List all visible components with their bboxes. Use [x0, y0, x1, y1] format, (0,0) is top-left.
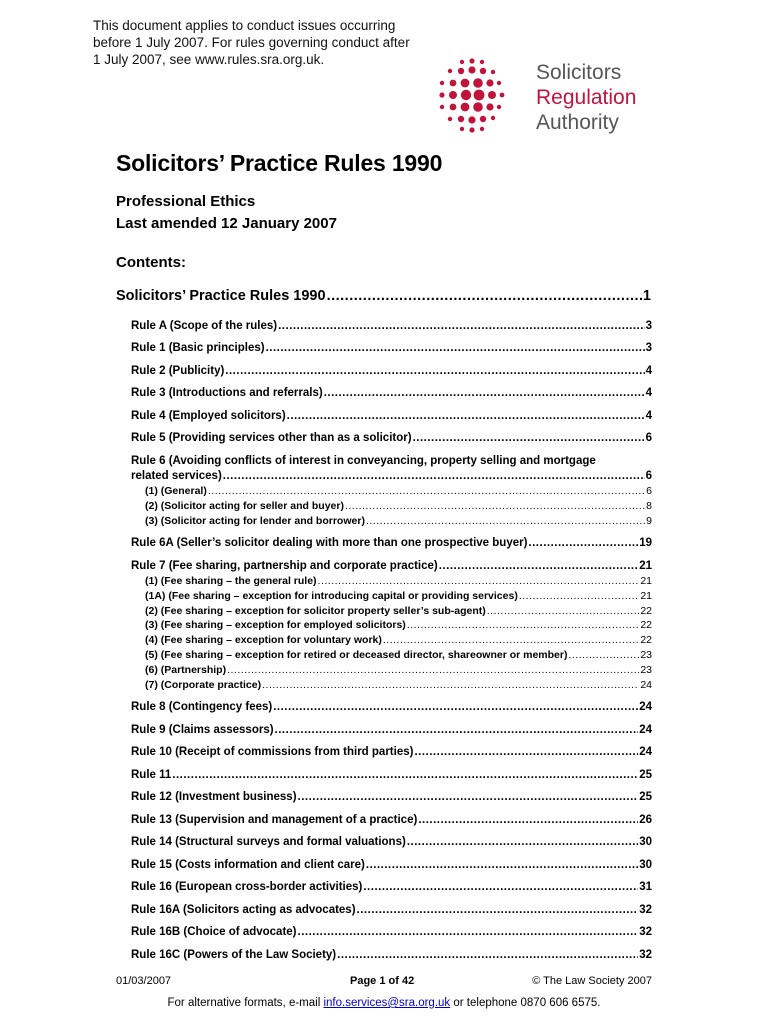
toc-leader-dots — [318, 575, 640, 587]
toc-entry-label: Rule 5 (Providing services other than as a solicitor) — [131, 432, 412, 444]
toc-entry-rule-15[interactable] — [131, 859, 652, 871]
toc-entry-page: 4 — [645, 365, 652, 377]
toc-leader-dots — [345, 500, 645, 512]
last-amended-date: Last amended 12 January 2007 — [116, 215, 337, 232]
toc-entry-page: 32 — [639, 926, 652, 938]
toc-entry-page: 26 — [639, 814, 652, 826]
toc-entry-rule-16c[interactable] — [131, 949, 652, 961]
footer-contact-suffix: or telephone 0870 606 6575. — [450, 997, 601, 1009]
toc-entry-page: 25 — [639, 791, 652, 803]
toc-entry-page: 3 — [645, 320, 652, 332]
toc-entry-page: 30 — [639, 836, 652, 848]
toc-entry-label: (4) (Fee sharing – exception for voluntary work) — [145, 634, 382, 646]
toc-leader-dots — [172, 769, 638, 781]
toc-subentry-rule-6-1[interactable] — [145, 485, 652, 497]
toc-entry-label: (2) (Fee sharing – exception for solicitor property seller’s sub-agent) — [145, 605, 486, 617]
toc-entry-page: 31 — [639, 881, 652, 893]
toc-entry-label: Rule 4 (Employed solicitors) — [131, 410, 286, 422]
toc-entry-rule-11[interactable] — [131, 769, 652, 781]
footer-contact-prefix: For alternative formats, e-mail — [167, 997, 324, 1009]
toc-entry-page: 9 — [646, 515, 652, 527]
toc-entry-label: (5) (Fee sharing – exception for retired or deceased director, shareowner or member) — [145, 649, 568, 661]
toc-entry-label: (1) (General) — [145, 485, 207, 497]
footer-contact — [0, 997, 768, 1009]
toc-entry-label: (6) (Partnership) — [145, 664, 227, 676]
toc-entry-page: 24 — [639, 724, 652, 736]
toc-entry-label: Rule 12 (Investment business) — [131, 791, 297, 803]
toc-entry-label: Rule 2 (Publicity) — [131, 365, 225, 377]
sra-logo-wordmark — [536, 60, 636, 135]
toc-entry-rule-9[interactable] — [131, 724, 652, 736]
toc-entry-page: 22 — [640, 605, 652, 617]
footer-date: 01/03/2007 — [116, 975, 172, 987]
logo-line-regulation: Regulation — [536, 86, 637, 109]
toc-entry-rule-13[interactable] — [131, 814, 652, 826]
logo-line-solicitors: Solicitors — [536, 61, 622, 84]
toc-entry-page: 6 — [646, 485, 652, 497]
toc-entry-label: Rule 10 (Receipt of commissions from third parties) — [131, 746, 414, 758]
toc-entry-page: 23 — [640, 664, 652, 676]
toc-subentry-rule-7-4[interactable] — [145, 634, 652, 646]
applicability-notice — [93, 17, 443, 68]
toc-entry-label: Rule 6A (Seller’s solicitor dealing with more than one prospective buyer) — [131, 537, 528, 549]
toc-leader-dots — [407, 836, 638, 848]
toc-entry-label: Rule 8 (Contingency fees) — [131, 701, 273, 713]
toc-leader-dots — [298, 926, 639, 938]
toc-entry-label: Rule 16B (Choice of advocate) — [131, 926, 297, 938]
toc-entry-rule-5[interactable] — [131, 432, 652, 444]
toc-leader-dots — [262, 679, 639, 691]
toc-entry-label: Rule 16C (Powers of the Law Society) — [131, 949, 337, 961]
toc-entry-page: 3 — [645, 342, 652, 354]
toc-entry-label: Rule 11 — [131, 769, 172, 781]
toc-entry-page: 32 — [639, 904, 652, 916]
toc-entry-label: (2) (Solicitor acting for seller and buyer) — [145, 500, 344, 512]
toc-leader-dots — [275, 724, 639, 736]
toc-entry-label: Rule 15 (Costs information and client care) — [131, 859, 365, 871]
toc-entry-label: Rule 16A (Solicitors acting as advocates) — [131, 904, 356, 916]
toc-entry-rule-3[interactable] — [131, 387, 652, 399]
toc-leader-dots — [407, 619, 640, 631]
toc-leader-dots — [366, 515, 645, 527]
toc-entry-label: Rule 7 (Fee sharing, partnership and corporate practice) — [131, 560, 438, 572]
document-title: Solicitors’ Practice Rules 1990 — [116, 150, 443, 176]
toc-leader-dots — [225, 365, 644, 377]
toc-subentry-rule-7-1a[interactable] — [145, 590, 652, 602]
toc-leader-dots — [413, 432, 645, 444]
toc-entry-page: 4 — [645, 410, 652, 422]
toc-leader-dots — [327, 288, 642, 304]
toc-entry-rule-16a[interactable] — [131, 904, 652, 916]
toc-entry-label: Rule 16 (European cross-border activities) — [131, 881, 363, 893]
notice-line-2: before 1 July 2007. For rules governing conduct after — [93, 35, 410, 50]
toc-entry-rule-8[interactable] — [131, 701, 652, 713]
toc-entry-page: 24 — [639, 701, 652, 713]
toc-subentry-rule-7-3[interactable] — [145, 619, 652, 631]
notice-line-1: This document applies to conduct issues occurring — [93, 18, 396, 33]
toc-subentry-rule-7-6[interactable] — [145, 664, 652, 676]
toc-entry-label: (1A) (Fee sharing – exception for introducing capital or providing services) — [145, 590, 518, 602]
toc-entry-page: 32 — [639, 949, 652, 961]
toc-subentry-rule-7-7[interactable] — [145, 679, 652, 691]
toc-entry-rule-12[interactable] — [131, 791, 652, 803]
toc-entry-rule-10[interactable] — [131, 746, 652, 758]
toc-entry-page: 30 — [639, 859, 652, 871]
toc-leader-dots — [487, 605, 640, 617]
toc-leader-dots — [414, 746, 638, 758]
toc-leader-dots — [266, 342, 645, 354]
footer-copyright: © The Law Society 2007 — [532, 975, 652, 987]
toc-subentry-rule-7-1[interactable] — [145, 575, 652, 587]
toc-entry-page: 19 — [639, 537, 652, 549]
toc-entry-label: Rule 3 (Introductions and referrals) — [131, 387, 323, 399]
toc-entry-label: Solicitors’ Practice Rules 1990 — [116, 288, 326, 304]
toc-entry-page: 6 — [645, 470, 652, 482]
toc-entry-label: Rule 14 (Structural surveys and formal valuations) — [131, 836, 406, 848]
toc-entry-rule-1[interactable] — [131, 342, 652, 354]
toc-entry-rule-16[interactable] — [131, 881, 652, 893]
toc-leader-dots — [287, 410, 645, 422]
toc-entry-page: 1 — [642, 288, 651, 304]
toc-entry-page: 21 — [640, 590, 652, 602]
toc-subentry-rule-7-5[interactable] — [145, 649, 652, 661]
toc-leader-dots — [357, 904, 639, 916]
toc-entry-rule-14[interactable] — [131, 836, 652, 848]
toc-leader-dots — [519, 590, 639, 602]
toc-entry-label: (7) (Corporate practice) — [145, 679, 262, 691]
toc-leader-dots — [568, 649, 639, 661]
toc-leader-dots — [363, 881, 638, 893]
toc-entry-rule-6[interactable] — [131, 470, 652, 482]
toc-entry-page: 25 — [639, 769, 652, 781]
notice-line-3: 1 July 2007, see www.rules.sra.org.uk. — [93, 52, 325, 67]
toc-leader-dots — [278, 320, 644, 332]
toc-entry-label: (3) (Solicitor acting for lender and borrower) — [145, 515, 365, 527]
toc-entry-label: Rule 9 (Claims assessors) — [131, 724, 274, 736]
toc-entry-rule-6-line-1[interactable]: Rule 6 (Avoiding conflicts of interest in conveyancing, property selling and mortgage — [131, 455, 596, 467]
toc-entry-rule-a[interactable] — [131, 320, 652, 332]
toc-entry-main[interactable] — [116, 288, 651, 304]
footer-email-link[interactable]: info.services@sra.org.uk — [323, 997, 451, 1009]
sra-dot-mark-icon — [436, 56, 526, 142]
toc-entry-label: Rule 1 (Basic principles) — [131, 342, 265, 354]
toc-entry-page: 24 — [639, 746, 652, 758]
toc-entry-label: Rule A (Scope of the rules) — [131, 320, 278, 332]
toc-leader-dots — [383, 634, 639, 646]
toc-leader-dots — [337, 949, 638, 961]
toc-leader-dots — [298, 791, 639, 803]
logo-line-authority: Authority — [536, 111, 619, 134]
toc-leader-dots — [418, 814, 638, 826]
toc-entry-label: Rule 13 (Supervision and management of a practice) — [131, 814, 418, 826]
toc-entry-rule-16b[interactable] — [131, 926, 652, 938]
toc-leader-dots — [273, 701, 638, 713]
toc-entry-page: 4 — [645, 387, 652, 399]
toc-entry-page: 21 — [639, 560, 652, 572]
toc-subentry-rule-6-3[interactable] — [145, 515, 652, 527]
toc-entry-label: (3) (Fee sharing – exception for employed solicitors) — [145, 619, 406, 631]
document-subtitle: Professional Ethics — [116, 193, 256, 210]
toc-leader-dots — [208, 485, 645, 497]
toc-entry-page: 8 — [646, 500, 652, 512]
toc-subentry-rule-7-2[interactable] — [145, 605, 652, 617]
toc-entry-page: 21 — [640, 575, 652, 587]
toc-subentry-rule-6-2[interactable] — [145, 500, 652, 512]
toc-entry-rule-4[interactable] — [131, 410, 652, 422]
toc-entry-rule-7[interactable] — [131, 560, 652, 572]
toc-leader-dots — [366, 859, 638, 871]
toc-entry-label: (1) (Fee sharing – the general rule) — [145, 575, 317, 587]
toc-leader-dots — [528, 537, 638, 549]
toc-leader-dots — [227, 664, 639, 676]
toc-entry-rule-6a[interactable] — [131, 537, 652, 549]
contents-heading: Contents: — [116, 254, 186, 271]
toc-entry-label: related services) — [131, 470, 222, 482]
toc-entry-page: 22 — [640, 619, 652, 631]
footer-page-number: Page 1 of 42 — [350, 975, 415, 987]
sra-logo — [436, 56, 666, 142]
toc-entry-page: 23 — [640, 649, 652, 661]
toc-leader-dots — [324, 387, 645, 399]
toc-entry-rule-2[interactable] — [131, 365, 652, 377]
toc-leader-dots — [223, 470, 645, 482]
toc-entry-page: 6 — [645, 432, 652, 444]
toc-leader-dots — [439, 560, 638, 572]
toc-entry-page: 22 — [640, 634, 652, 646]
toc-entry-page: 24 — [640, 679, 652, 691]
